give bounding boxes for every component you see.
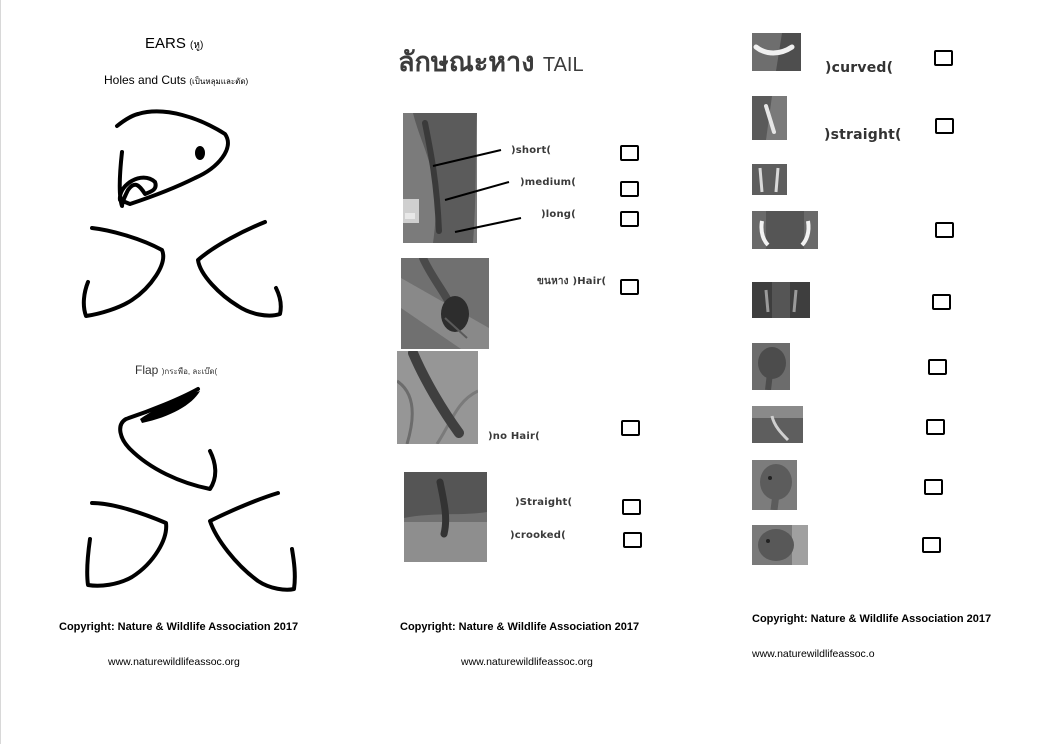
- tail-long-checkbox[interactable]: [620, 211, 639, 227]
- tail-hair-checkbox[interactable]: [620, 279, 639, 295]
- tail-medium-checkbox[interactable]: [620, 181, 639, 197]
- tail-medium-label: )medium(: [520, 177, 577, 188]
- tusk-option-7-checkbox[interactable]: [926, 419, 945, 435]
- tusk-option-5-checkbox[interactable]: [932, 294, 951, 310]
- ears-heading: [145, 35, 203, 53]
- tail-title-thai: ลักษณะหาง: [398, 47, 535, 78]
- holes-cuts-thai: (เป็นหลุมและตัด): [189, 77, 249, 86]
- tail-short-checkbox[interactable]: [620, 145, 639, 161]
- ear-with-hole-drawing: [120, 111, 228, 206]
- url-col1[interactable]: www.naturewildlifeassoc.org: [108, 656, 240, 668]
- tail-short-label: )short(: [511, 145, 552, 156]
- tail-crooked-label: )crooked(: [510, 530, 566, 541]
- ear-hole-mark: [195, 146, 205, 160]
- tail-no-hair-label: )no Hair(: [488, 431, 540, 442]
- tail-straight-label: )Straight(: [515, 497, 573, 508]
- ear-flap-right-outline-drawing: [210, 493, 295, 590]
- tusk-option-9-checkbox[interactable]: [922, 537, 941, 553]
- copyright-col1: Copyright: Nature & Wildlife Association 2017: [59, 621, 299, 633]
- tail-hair-label: ขนหาง )Hair(: [537, 276, 607, 287]
- tail-hair-photo: [401, 258, 489, 349]
- ear-right-outline-drawing: [198, 222, 281, 316]
- tusk-straight-label: )straight(: [824, 127, 902, 143]
- ear-left-outline-drawing: [84, 228, 163, 316]
- tail-title: TAIL: [542, 54, 584, 76]
- tail-long-label: )long(: [541, 209, 576, 220]
- ear-flap-drawings: [70, 385, 310, 600]
- tusk-photo-6: [752, 343, 790, 390]
- holes-cuts-heading: [104, 73, 248, 88]
- tusk-curved-label: )curved(: [825, 60, 894, 76]
- tusk-option-6-checkbox[interactable]: [928, 359, 947, 375]
- tusk-photo-4: [752, 211, 818, 249]
- ears-title: EARS: [145, 35, 186, 52]
- tusk-photo-7: [752, 406, 803, 443]
- tusk-photo-9: [752, 525, 808, 565]
- holes-cuts-label: Holes and Cuts: [104, 73, 187, 87]
- url-col2[interactable]: www.naturewildlifeassoc.org: [461, 656, 593, 668]
- tail-crooked-checkbox[interactable]: [623, 532, 642, 548]
- flap-thai: )กระพือ, ละเบ๊ด(: [161, 367, 218, 376]
- url-col3[interactable]: www.naturewildlifeassoc.o: [752, 648, 875, 660]
- flap-label: Flap: [135, 363, 159, 377]
- flap-heading: [135, 363, 217, 378]
- ear-flap-fold-mark: [140, 391, 200, 423]
- ear-holes-cuts-drawings: [70, 100, 310, 330]
- tail-shape-photo: [404, 472, 487, 562]
- tusk-photo-5: [752, 282, 810, 318]
- tail-heading: [398, 40, 584, 83]
- copyright-col2: Copyright: Nature & Wildlife Association 2017: [400, 621, 640, 633]
- tail-no-hair-photo: [397, 351, 478, 444]
- tusk-option-4-checkbox[interactable]: [935, 222, 954, 238]
- ear-flap-left-outline-drawing: [87, 503, 166, 586]
- tusk-straight-photo: [752, 96, 787, 140]
- page-edge: [0, 0, 1, 744]
- ears-title-thai: (หู): [190, 40, 204, 51]
- copyright-col3: Copyright: Nature & Wildlife Association 2017: [752, 613, 992, 625]
- tusk-curved-photo: [752, 33, 801, 71]
- tusk-straight-checkbox[interactable]: [935, 118, 954, 134]
- tail-straight-checkbox[interactable]: [622, 499, 641, 515]
- tusk-photo-8: [752, 460, 797, 510]
- tail-no-hair-checkbox[interactable]: [621, 420, 640, 436]
- tusk-curved-checkbox[interactable]: [934, 50, 953, 66]
- tusk-photo-3: [752, 164, 787, 195]
- tusk-option-8-checkbox[interactable]: [924, 479, 943, 495]
